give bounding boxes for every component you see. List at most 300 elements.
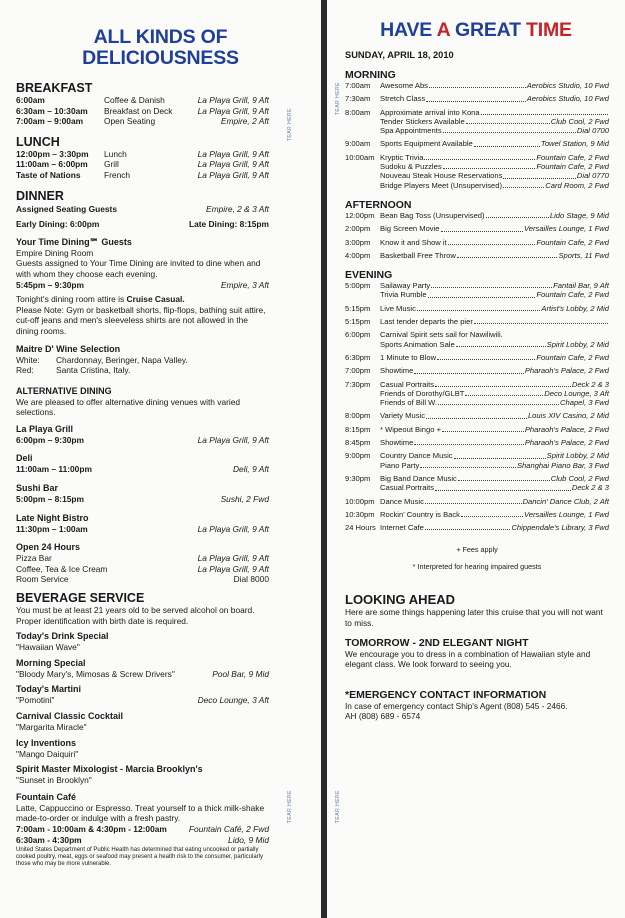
fountain-cafe-text: Latte, Cappuccino or Espresso. Treat yourself to a thick milk-shake made-to-order or indulge with a fresh pastry. (16, 802, 265, 824)
event-line (380, 139, 609, 148)
venue-location: Sushi, 2 Fwd (220, 494, 269, 505)
event-name: Bean Bag Toss (Unsupervised) (380, 210, 485, 220)
event-row (345, 425, 609, 434)
event-time: 3:00pm (345, 237, 371, 247)
event-time: 9:00pm (345, 451, 371, 461)
event-location: Card Room, 2 Fwd (545, 180, 609, 190)
event-body (380, 153, 609, 190)
open-24-row (16, 553, 269, 564)
event-body (380, 94, 609, 103)
event-location: Fountain Cafe, 2 Fwd (536, 152, 609, 162)
event-location: Fountain Cafe, 2 Fwd (536, 352, 609, 362)
meal-time: 11:00am – 6:00pm (16, 159, 88, 170)
event-row (345, 153, 609, 190)
event-name: Friends of Dorothy/GLBT (380, 388, 465, 398)
open-24-heading: Open 24 Hours (16, 542, 81, 553)
event-name: Bridge Players Meet (Unsupervised) (380, 180, 502, 190)
open-24-location: Dial 8000 (233, 574, 269, 585)
event-name: Sailaway Party (380, 281, 431, 291)
tear-here-label-bottom: TEAR HERE (287, 790, 293, 824)
dot-leader (438, 398, 559, 405)
beverage-name: Spirit Master Mixologist - Marcia Brooklyn's (16, 764, 203, 775)
event-time: 24 Hours (345, 523, 376, 533)
event-name: * Wipeout Bingo + (380, 424, 441, 434)
event-name: Showtime (380, 438, 414, 448)
alternative-venues-list (16, 424, 269, 534)
event-body (380, 251, 609, 260)
beverage-heading: BEVERAGE SERVICE (16, 591, 145, 606)
event-line (380, 238, 609, 247)
dot-leader (424, 153, 535, 160)
event-time: 10:00am (345, 152, 375, 162)
right-page-activities (327, 0, 625, 918)
dot-leader (474, 139, 540, 146)
wine-white: White: Chardonnay, Beringer, Napa Valley. (16, 354, 188, 365)
dot-leader (461, 510, 523, 517)
event-location: Versailles Lounge, 1 Fwd (524, 509, 609, 519)
dot-leader (456, 340, 546, 347)
event-time: 6:00pm (345, 330, 371, 340)
event-line (380, 108, 609, 117)
beverage-name: Today's Drink Special (16, 631, 109, 642)
event-name: Big Screen Movie (380, 224, 440, 234)
your-time-dining-heading: Your Time Dining℠ Guests (16, 236, 132, 247)
meal-description: Grill (104, 159, 119, 170)
event-time: 8:00pm (345, 411, 371, 421)
breakfast-row (16, 95, 269, 106)
cafe-hours-row (16, 835, 269, 846)
event-location: Chapel, 3 Fwd (560, 398, 609, 408)
dot-leader (426, 411, 527, 418)
event-time: 7:30pm (345, 379, 371, 389)
meal-location: Empire, 2 Aft (220, 116, 269, 127)
event-name: Know it and Show it (380, 237, 447, 247)
open-24-name: Room Service (16, 574, 69, 585)
dot-leader (428, 290, 536, 297)
evening-events (345, 281, 609, 532)
event-location: Versailles Lounge, 1 Fwd (524, 224, 609, 234)
tomorrow-text: We encourage you to dress in a combination of Hawaiian style and elegant class. We look forward to seeing you. (345, 648, 591, 669)
venue-hours: 11:00am – 11:00pm (16, 464, 92, 475)
event-row (345, 330, 609, 349)
event-line (380, 81, 609, 90)
emergency-line-2: AH (808) 689 - 6574 (345, 711, 421, 722)
meal-location: La Playa Grill, 9 Aft (197, 95, 269, 105)
event-time: 7:30am (345, 94, 371, 104)
tear-here-label: TEAR HERE (287, 108, 293, 142)
open-24-name: Pizza Bar (16, 553, 52, 564)
event-name: Awesome Abs (380, 81, 428, 90)
meal-location: La Playa Grill, 9 Aft (197, 169, 269, 180)
event-time: 12:00pm (345, 210, 375, 220)
event-time: 5:15pm (345, 303, 371, 313)
event-location: Fountain Cafe, 2 Fwd (536, 162, 609, 172)
dot-leader (414, 366, 523, 373)
attire-line: Tonight's dining room attire is Cruise Casual. (16, 294, 185, 305)
event-name: Rockin' Country is Back (380, 509, 460, 519)
event-name: Casual Portraits (380, 483, 435, 493)
beverage-name: Icy Inventions (16, 737, 77, 748)
event-name: Sports Equipment Available (380, 139, 473, 149)
open-24-row (16, 574, 269, 585)
venue-hours: 11:30pm – 1:00am (16, 523, 88, 534)
event-time: 5:00pm (345, 281, 371, 291)
event-body (380, 108, 609, 136)
evening-heading: EVENING (345, 269, 393, 282)
event-line (380, 438, 609, 447)
event-location: Dial 0700 (576, 126, 609, 136)
venue-hours-row (16, 524, 269, 535)
event-time: 7:00am (345, 81, 371, 90)
event-name: Showtime (380, 366, 414, 376)
beverage-value-row (16, 669, 269, 680)
meal-description: Open Seating (104, 116, 156, 127)
open-24-location: La Playa Grill, 9 Aft (197, 553, 269, 564)
event-body (380, 224, 609, 233)
event-line (380, 304, 609, 313)
dot-leader (474, 317, 608, 324)
event-body (380, 317, 609, 326)
lunch-row (16, 170, 269, 181)
event-row (345, 411, 609, 420)
event-line (380, 340, 609, 349)
cafe-hours: 7:00am - 10:00am & 4:30pm - 12:00am (16, 823, 167, 834)
event-row (345, 281, 609, 300)
dot-leader (441, 224, 523, 231)
event-line (380, 380, 609, 389)
event-location: Aerobics Studio, 10 Fwd (526, 94, 609, 104)
event-location: Dial 0770 (576, 171, 609, 181)
event-row (345, 451, 609, 470)
beverage-location: Deco Lounge, 3 Aft (197, 695, 269, 706)
event-row (345, 510, 609, 519)
event-line (380, 330, 609, 339)
dot-leader (426, 94, 526, 101)
dot-leader (458, 474, 550, 481)
event-body (380, 425, 609, 434)
event-line (380, 251, 609, 260)
event-location: Club Cool, 2 Fwd (550, 116, 609, 126)
event-name: Dance Music (380, 496, 424, 506)
cafe-location: Fountain Café, 2 Fwd (188, 823, 269, 834)
beverage-name: Today's Martini (16, 684, 81, 695)
fees-note: + Fees apply (456, 545, 498, 555)
event-location: Lido Stage, 9 Mid (549, 210, 609, 220)
event-name: Trivia Rumble (380, 290, 427, 300)
interpreted-note: * Interpreted for hearing impaired guests (412, 562, 542, 572)
event-line (380, 425, 609, 434)
event-location: Towel Station, 9 Mid (540, 139, 609, 149)
event-line (380, 211, 609, 220)
event-row (345, 108, 609, 136)
dot-leader (437, 353, 535, 360)
event-line (380, 389, 609, 398)
beverage-value: "Sunset in Brooklyn" (16, 775, 92, 786)
your-time-dining-hours: 5:45pm – 9:30pm Empire, 3 Aft (16, 279, 269, 290)
dot-leader (503, 181, 544, 188)
event-name: Sports Animation Sale (380, 339, 455, 349)
event-row (345, 224, 609, 233)
dot-leader (486, 211, 549, 218)
dot-leader (448, 238, 536, 245)
event-name: Approximate arrival into Kona (380, 107, 480, 117)
event-time: 8:15pm (345, 424, 371, 434)
event-row (345, 238, 609, 247)
event-row (345, 474, 609, 493)
venue-location: La Playa Grill, 9 Aft (197, 523, 269, 534)
meal-time: 12:00pm – 3:30pm (16, 148, 89, 159)
event-location: Deck 2 & 3 (571, 483, 609, 493)
event-name: Tender Stickers Available (380, 116, 465, 126)
event-body (380, 451, 609, 470)
beverage-value-row (16, 695, 269, 706)
event-body (380, 366, 609, 375)
dot-leader (435, 483, 571, 490)
meal-time: 6:00am (16, 95, 45, 105)
event-row (345, 211, 609, 220)
dot-leader (420, 461, 516, 468)
event-row (345, 94, 609, 103)
event-line (380, 510, 609, 519)
beverage-list (16, 631, 269, 786)
event-line (380, 366, 609, 375)
meal-time: Taste of Nations (16, 169, 81, 180)
event-line (380, 474, 609, 483)
event-line (380, 117, 609, 126)
event-body (380, 211, 609, 220)
beverage-location: Pool Bar, 9 Mid (212, 668, 269, 679)
beverage-value: "Pomotini" (16, 695, 55, 706)
event-line (380, 353, 609, 362)
beverage-value-row (16, 749, 269, 760)
open-24-location: La Playa Grill, 9 Aft (197, 563, 269, 574)
event-time: 8:45pm (345, 438, 371, 448)
event-name: Country Dance Music (380, 451, 453, 461)
looking-ahead-heading: LOOKING AHEAD (345, 592, 456, 608)
dot-leader (435, 380, 571, 387)
beverage-name: Morning Special (16, 657, 86, 668)
event-name: 1 Minute to Blow (380, 352, 437, 362)
event-line (380, 290, 609, 299)
event-time: 5:15pm (345, 317, 371, 327)
event-body (380, 304, 609, 313)
dot-leader (443, 162, 536, 169)
event-location: Chippendale's Library, 3 Fwd (511, 523, 609, 533)
event-location: Dancin' Dance Club, 2 Aft (522, 496, 609, 506)
dot-leader (503, 171, 575, 178)
event-line (380, 523, 609, 532)
event-location: Spirit Lobby, 2 Mid (546, 451, 609, 461)
dot-leader (431, 281, 552, 288)
event-location: Deco Lounge, 3 Aft (544, 388, 609, 398)
meal-description: Lunch (104, 148, 127, 159)
page-title: ALL KINDS OF DELICIOUSNESS (82, 26, 239, 69)
event-time: 8:00am (345, 107, 371, 117)
dot-leader (442, 425, 524, 432)
event-body (380, 497, 609, 506)
event-row (345, 523, 609, 532)
breakfast-row (16, 116, 269, 127)
venue-location: Deli, 9 Aft (233, 464, 269, 475)
event-name: Basketball Free Throw (380, 250, 456, 260)
health-disclaimer: United States Department of Public Health has determined that eating uncooked or partially cooked poultry, meat, eggs or seafood may present a health risk to the consumer, particularly those who may be more vulnerable. (16, 847, 264, 868)
event-body (380, 510, 609, 519)
event-location: Pharaoh's Palace, 2 Fwd (524, 366, 609, 376)
event-location: Shanghai Piano Bar, 3 Fwd (516, 460, 609, 470)
event-time: 7:00pm (345, 366, 371, 376)
event-line (380, 181, 609, 190)
dot-leader (417, 304, 541, 311)
venue-hours-row (16, 464, 269, 475)
event-row (345, 304, 609, 313)
dot-leader (425, 497, 522, 504)
lunch-row (16, 159, 269, 170)
lunch-row (16, 149, 269, 160)
meal-description: Breakfast on Deck (104, 105, 173, 116)
event-name: Sudoku & Puzzles (380, 162, 442, 172)
event-body (380, 353, 609, 362)
beverage-value: "Mango Daiquiri" (16, 748, 79, 759)
meal-time: 6:30am – 10:30am (16, 105, 88, 116)
dining-times-row: Early Dining: 6:00pm Late Dining: 8:15pm (16, 219, 269, 230)
event-line (380, 451, 609, 460)
event-name: Casual Portraits (380, 379, 435, 389)
venue-name: Sushi Bar (16, 483, 59, 494)
meal-time: 7:00am – 9:00am (16, 116, 84, 127)
meal-location: La Playa Grill, 9 Aft (197, 148, 269, 159)
meal-location: La Playa Grill, 9 Aft (197, 159, 269, 170)
event-location: Fountain Cafe, 2 Fwd (536, 290, 609, 300)
event-line (380, 411, 609, 420)
event-name: Internet Cafe (380, 523, 424, 533)
emergency-heading: *EMERGENCY CONTACT INFORMATION (345, 689, 547, 702)
dot-leader (414, 438, 523, 445)
afternoon-heading: AFTERNOON (345, 198, 412, 211)
event-body (380, 281, 609, 300)
event-line (380, 398, 609, 407)
dot-leader (454, 451, 546, 458)
wine-heading: Maitre D' Wine Selection (16, 343, 121, 354)
looking-ahead-text: Here are some things happening later this cruise that you will not want to miss. (345, 607, 603, 628)
beverage-name: Carnival Classic Cocktail (16, 711, 124, 721)
dot-leader (457, 251, 558, 258)
event-body (380, 81, 609, 90)
event-row (345, 251, 609, 260)
event-location: Artist's Lobby, 2 Mid (541, 303, 609, 313)
event-name: Carnival Spirit sets sail for Nawiliwili. (380, 330, 503, 340)
event-body (380, 380, 609, 408)
venue-hours: 5:00pm – 8:15pm (16, 494, 84, 505)
event-line (380, 162, 609, 171)
breakfast-list (16, 95, 269, 127)
event-name: Variety Music (380, 411, 426, 421)
event-name: Kryptic Trivia (380, 152, 424, 162)
event-location: Fantail Bar, 9 Aft (553, 281, 609, 291)
event-line (380, 153, 609, 162)
event-line (380, 497, 609, 506)
breakfast-heading: BREAKFAST (16, 81, 93, 95)
morning-heading: MORNING (345, 69, 396, 81)
event-row (345, 139, 609, 148)
event-time: 2:00pm (345, 224, 371, 234)
meal-location: La Playa Grill, 9 Aft (197, 105, 269, 116)
emergency-line-1: In case of emergency contact Ship's Agent (808) 545 - 2466. (345, 701, 568, 712)
lunch-list (16, 149, 269, 181)
dot-leader (425, 523, 511, 530)
event-row (345, 366, 609, 375)
event-name: Spa Appointments (380, 126, 442, 136)
event-row (345, 438, 609, 447)
venue-location: La Playa Grill, 9 Aft (197, 434, 269, 445)
event-body (380, 438, 609, 447)
event-time: 9:00am (345, 139, 371, 149)
event-name: Nouveau Steak House Reservations (380, 171, 503, 181)
afternoon-events (345, 211, 609, 260)
event-body (380, 238, 609, 247)
event-row (345, 497, 609, 506)
beverage-text: You must be at least 21 years old to be served alcohol on board. Proper identification with birth date is required. (16, 605, 255, 626)
event-location: Fountain Cafe, 2 Fwd (536, 237, 609, 247)
event-location: Pharaoh's Palace, 2 Fwd (524, 424, 609, 434)
meal-description: French (104, 169, 131, 180)
beverage-value-row (16, 722, 269, 733)
event-location: Pharaoh's Palace, 2 Fwd (524, 438, 609, 448)
event-line (380, 461, 609, 470)
event-time: 10:30pm (345, 509, 375, 519)
venue-hours: 6:00pm – 9:30pm (16, 434, 84, 445)
event-time: 4:00pm (345, 250, 371, 260)
dot-leader (465, 389, 543, 396)
beverage-value: "Bloody Mary's, Mimosas & Screw Drivers" (16, 668, 175, 679)
event-line (380, 317, 609, 326)
tomorrow-heading: TOMORROW - 2ND ELEGANT NIGHT (345, 636, 529, 649)
page-title: HAVE A GREAT TIME (380, 19, 572, 41)
event-row (345, 81, 609, 90)
event-body (380, 330, 609, 349)
event-name: Friends of Bill W. (380, 398, 437, 408)
event-name: Piano Party (380, 460, 420, 470)
breakfast-row (16, 106, 269, 117)
wine-red: Red: Santa Cristina, Italy. (16, 365, 131, 376)
your-time-dining-text: Guests assigned to Your Time Dining are invited to dine when and with whom they choose each evening. (16, 258, 261, 279)
event-line (380, 126, 609, 135)
event-row (345, 353, 609, 362)
open-24-name: Coffee, Tea & Ice Cream (16, 563, 108, 574)
event-row (345, 380, 609, 408)
event-location: Deck 2 & 3 (571, 379, 609, 389)
fountain-cafe-heading: Fountain Café (16, 791, 76, 802)
attire-note: Please Note: Gym or basketball shorts, flip-flops, bathing suit attire, cut-off jeans and men's sleeveless shirts are not allowed in the dining rooms. (16, 304, 266, 336)
venue-name: La Playa Grill (16, 423, 74, 434)
tear-here-label-bottom: TEAR HERE (335, 790, 341, 824)
event-name: Live Music (380, 303, 416, 313)
morning-events (345, 81, 609, 190)
alternative-dining-text: We are pleased to offer alternative dining venues with varied selections. (16, 396, 241, 418)
event-location: Club Cool, 2 Fwd (550, 473, 609, 483)
venue-hours-row (16, 435, 269, 446)
event-body (380, 411, 609, 420)
cafe-hours: 6:30am - 4:30pm (16, 834, 82, 845)
beverage-value-row (16, 775, 269, 786)
venue-name: Deli (16, 453, 33, 464)
event-row (345, 317, 609, 326)
event-location: Sports, 11 Fwd (558, 250, 609, 260)
dot-leader (443, 126, 576, 133)
dot-leader (466, 117, 550, 124)
assigned-seating-row: Assigned Seating Guests Empire, 2 & 3 Aft (16, 203, 269, 214)
dot-leader (429, 81, 526, 88)
cafe-hours-row (16, 824, 269, 835)
